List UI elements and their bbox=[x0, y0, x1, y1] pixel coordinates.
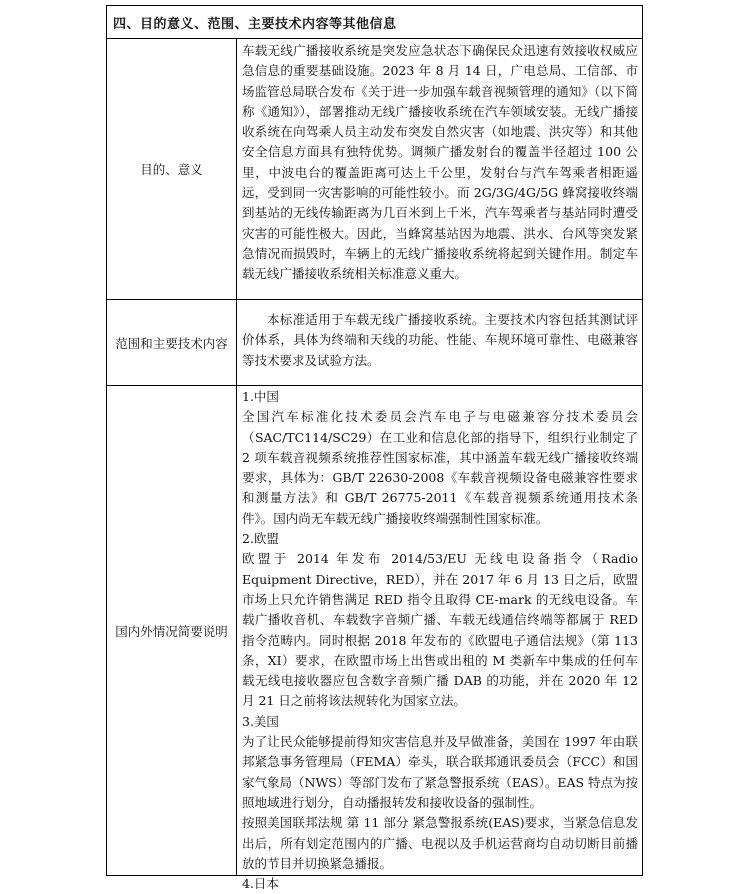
purpose-content bbox=[242, 41, 638, 297]
status-content bbox=[242, 387, 639, 892]
scope-label: 范围和主要技术内容 bbox=[115, 335, 228, 351]
column-divider bbox=[236, 39, 237, 875]
status-label: 国内外情况简要说明 bbox=[115, 623, 228, 639]
scope-content bbox=[242, 310, 638, 376]
section-title: 四、目的意义、范围、主要技术内容等其他信息 bbox=[107, 6, 642, 39]
status-heading-us: 3.美国 bbox=[242, 713, 279, 729]
status-paragraph-china: 全国汽车标准化技术委员会汽车电子与电磁兼容分技术委员会（SAC/TC114/SC29）在工业和信息化部的指导下，组织行业制定了 2 项车载音视频系统推荐性国家标准，其中涵盖车载无线广播接收终端要求，具体为：GB/T 22630-2008《车载音视频设备电磁兼容性要求和测量方法》和 GB/T 26775-2011《车载音视频系统通用技术条件》。国内尚无车载无线广播接收终端强制性国家标准。 bbox=[242, 409, 638, 526]
status-heading-japan: 4.日本 bbox=[242, 876, 279, 892]
status-paragraph-eu: 欧盟于 2014 年发布 2014/53/EU 无线电设备指令（Radio Equipment Directive，RED），并在 2017 年 6 月 13 日之后，欧盟市场上只允许销售满足 RED 指令且取得 CE-mark 的无线电设备。车载广播收音机、车载数字音频广播、车载无线通信终端等都属于 RED 指令范畴内。同时根据 2018 年发布的《欧盟电子通信法规》（第 113 条，XI）要求，在欧盟市场上出售或出租的 M 类新车中集成的任何车载无线电接收器应包含数字音频广播 DAB 的功能，并在 2020 年 12 月 21 日之前将该法规转化为国家立法。 bbox=[242, 551, 638, 709]
status-heading-china: 1.中国 bbox=[242, 389, 279, 404]
status-heading-eu: 2.欧盟 bbox=[242, 531, 279, 547]
status-paragraph-us-1: 为了让民众能够提前得知灾害信息并及早做准备，美国在 1997 年由联邦紧急事务管理局（FEMA）牵头，联合联邦通讯委员会（FCC）和国家气象局（NWS）等部门发布了紧急警报系统（EAS）。EAS 特点为按照地域进行划分，自动播报转发和接收设备的强制性。 bbox=[242, 734, 639, 810]
status-paragraph-us-2: 按照美国联邦法规 第 11 部分 紧急警报系统(EAS)要求，当紧急信息发出后，所有划定范围内的广播、电视以及手机运营商均自动切断目前播放的节目并切换紧急播报。 bbox=[242, 815, 638, 871]
purpose-label: 目的、意义 bbox=[140, 162, 203, 177]
info-table bbox=[106, 5, 643, 892]
scope-paragraph: 本标准适用于车载无线广播接收系统。主要技术内容包括其测试评价体系，具体为终端和天线的功能、性能、车规环境可靠性、电磁兼容等技术要求及试验方法。 bbox=[242, 312, 638, 368]
purpose-paragraph: 车载无线广播接收系统是突发应急状态下确保民众迅速有效接收权威应急信息的重要基础设施。2023 年 8 月 14 日，广电总局、工信部、市场监管总局联合发布《关于进一步加强车载音视频管理的通知》（以下简称《通知》），部署推动无线广播接收系统在汽车领域安装。无线广播接收系统在向驾乘人员主动发布突发自然灾害（如地震、洪灾等）和其他安全信息方面具有独特优势。调频广播发射台的覆盖半径超过 100 公里，中波电台的覆盖距离可达上千公里，发射台与汽车驾乘者相距遥远，受到同一灾害影响的可能性较小。而 2G/3G/4G/5G 蜂窝接收终端到基站的无线传输距离为几百米到上千米，汽车驾乘者与基站同时遭受灾害的可能性极大。因此，当蜂窝基站因为地震、洪水、台风等突发紧急情况而损毁时，车辆上的无线广播接收系统将起到关键作用。制定车载无线广播接收系统相关标准意义重大。 bbox=[242, 43, 638, 282]
